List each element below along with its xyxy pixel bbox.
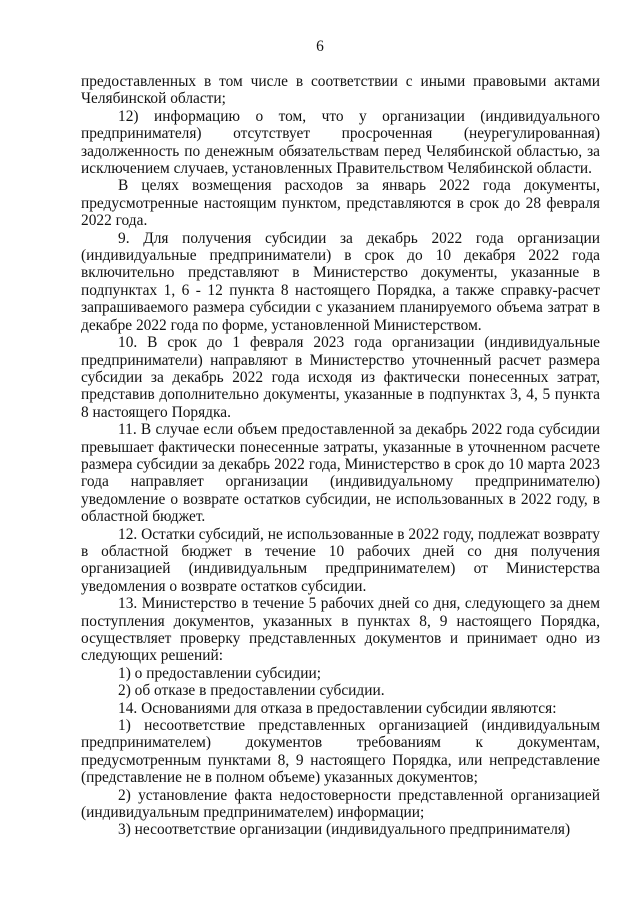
paragraph: В целях возмещения расходов за январь 2022 года документы, предусмотренные настоящим пунктом, представляются в срок до 28 февраля 2022 года. bbox=[81, 177, 600, 230]
paragraph: предоставленных в том числе в соответствии с иными правовыми актами Челябинской области; bbox=[81, 73, 600, 108]
paragraph: 9. Для получения субсидии за декабрь 2022 года организации (индивидуальные предприниматели) в срок до 10 декабря 2022 года включительно представляют в Министерство документы, указанные в подпунктах 1, 6 - 12 пункта 8 настоящего Порядка, а также справку-расчет запрашиваемого размера субсидии с указанием планируемого объема затрат в декабре 2022 года по форме, установленной Министерством. bbox=[81, 229, 600, 334]
page-number: 6 bbox=[316, 38, 324, 55]
paragraph: 2) установление факта недостоверности представленной организацией (индивидуальным предпринимателем) информации; bbox=[81, 786, 600, 822]
paragraph: 1) несоответствие представленных организацией (индивидуальным предпринимателем) документов требованиям к документам, предусмотренным пунктами 8, 9 настоящего Порядка, или непредставление (представление не в полном объеме) указанных документов; bbox=[81, 717, 600, 787]
paragraph: 2) об отказе в предоставлении субсидии. bbox=[118, 682, 385, 700]
paragraph: 3) несоответствие организации (индивидуального предпринимателя) bbox=[118, 821, 571, 839]
paragraph: 11. В случае если объем предоставленной за декабрь 2022 года субсидии превышает фактически понесенные затраты, указанные в уточненном расчете размера субсидии за декабрь 2022 года, Министерство в срок до 10 марта 2023 года направляет организации (индивидуальному предпринимателю) уведомление о возврате остатков субсидии, не использованных в 2022 году, в областной бюджет. bbox=[81, 421, 600, 526]
document-body bbox=[81, 73, 600, 839]
paragraph: 13. Министерство в течение 5 рабочих дней со дня, следующего за днем поступления документов, указанных в пунктах 8, 9 настоящего Порядка, осуществляет проверку представленных документов и принимает одно из следующих решений: bbox=[81, 595, 600, 665]
paragraph: 1) о предоставлении субсидии; bbox=[118, 664, 321, 682]
paragraph: 12) информацию о том, что у организации (индивидуального предпринимателя) отсутствует просроченная (неурегулированная) задолженность по денежным обязательствам перед Челябинской областью, за исключением случаев, установленных Правительством Челябинской области. bbox=[81, 107, 600, 178]
paragraph: 10. В срок до 1 февраля 2023 года организации (индивидуальные предприниматели) направляют в Министерство уточненный расчет размера субсидии за декабрь 2022 года исходя из фактически понесенных затрат, представив дополнительно документы, указанные в подпунктах 3, 4, 5 пункта 8 настоящего Порядка. bbox=[81, 334, 600, 421]
paragraph: 12. Остатки субсидий, не использованные в 2022 году, подлежат возврату в областной бюджет в течение 10 рабочих дней со дня получения организацией (индивидуальным предпринимателем) от Министерства уведомления о возврате остатков субсидии. bbox=[81, 525, 600, 595]
paragraph: 14. Основаниями для отказа в предоставлении субсидии являются: bbox=[118, 699, 557, 717]
